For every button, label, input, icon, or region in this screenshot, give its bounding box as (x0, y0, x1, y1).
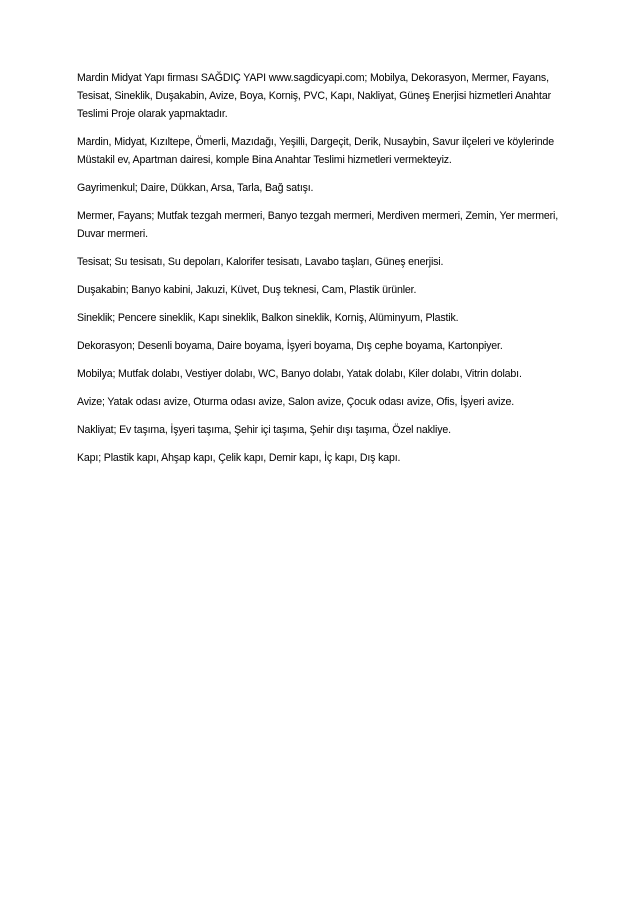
decoration-paragraph: Dekorasyon; Desenli boyama, Daire boyama, İşyeri boyama, Dış cephe boyama, Kartonpiyer. (77, 340, 503, 352)
insect-screen-paragraph: Sineklik; Pencere sineklik, Kapı sineklik, Balkon sineklik, Korniş, Alüminyum, Plastik. (77, 312, 459, 324)
plumbing-paragraph: Tesisat; Su tesisatı, Su depoları, Kalorifer tesisatı, Lavabo taşları, Güneş enerjisi. (77, 256, 444, 268)
shower-cabin-paragraph: Duşakabin; Banyo kabini, Jakuzi, Küvet, Duş teknesi, Cam, Plastik ürünler. (77, 284, 417, 296)
document-body (77, 69, 577, 477)
moving-paragraph: Nakliyat; Ev taşıma, İşyeri taşıma, Şehir içi taşıma, Şehir dışı taşıma, Özel nakliye. (77, 424, 451, 436)
service-area-paragraph: Mardin, Midyat, Kızıltepe, Ömerli, Mazıdağı, Yeşilli, Dargeçit, Derik, Nusaybin, Savur ilçeleri ve köylerinde Müstakil ev, Apartman dairesi, komple Bina Anahtar Teslimi hizmetleri vermekteyiz. (77, 136, 555, 166)
intro-paragraph: Mardin Midyat Yapı firması SAĞDIÇ YAPI www.sagdicyapi.com; Mobilya, Dekorasyon, Mermer, Fayans, Tesisat, Sineklik, Duşakabin, Avize, Boya, Korniş, PVC, Kapı, Nakliyat, Güneş Enerjisi hizmetleri Anahtar Teslimi Proje olarak yapmaktadır. (77, 72, 551, 120)
chandelier-paragraph: Avize; Yatak odası avize, Oturma odası avize, Salon avize, Çocuk odası avize, Ofis, İşyeri avize. (77, 396, 515, 408)
real-estate-paragraph: Gayrimenkul; Daire, Dükkan, Arsa, Tarla, Bağ satışı. (77, 182, 314, 194)
door-paragraph: Kapı; Plastik kapı, Ahşap kapı, Çelik kapı, Demir kapı, İç kapı, Dış kapı. (77, 452, 401, 464)
furniture-paragraph: Mobilya; Mutfak dolabı, Vestiyer dolabı, WC, Banyo dolabı, Yatak dolabı, Kiler dolabı, Vitrin dolabı. (77, 368, 522, 380)
marble-tile-paragraph: Mermer, Fayans; Mutfak tezgah mermeri, Banyo tezgah mermeri, Merdiven mermeri, Zemin, Yer mermeri, Duvar mermeri. (77, 210, 559, 240)
